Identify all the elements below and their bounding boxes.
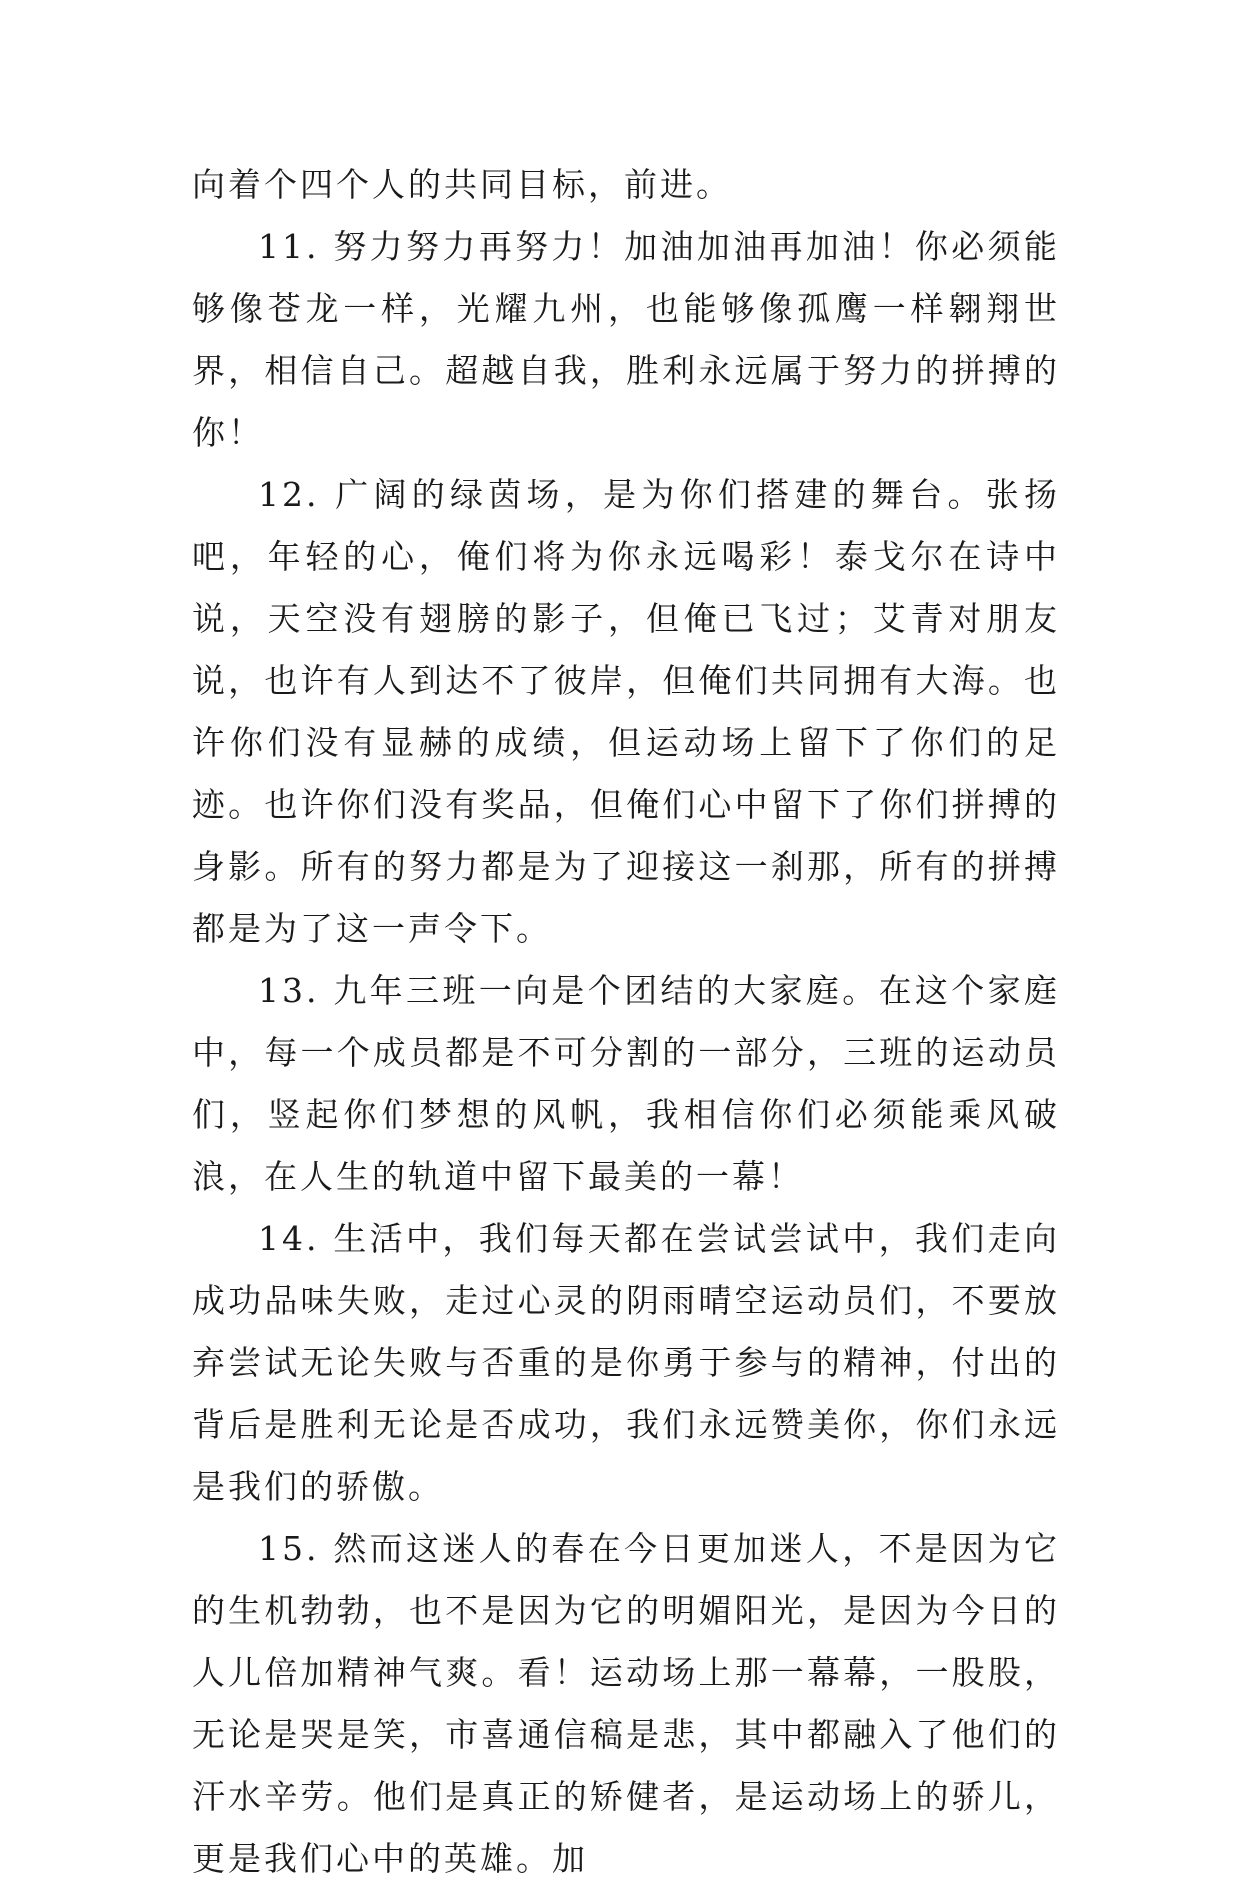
paragraph-11: 11. 努力努力再努力！加油加油再加油！你必须能够像苍龙一样，光耀九州，也能够像孤鹰一样翱翔世界，相信自己。超越自我，胜利永远属于努力的拼搏的你！	[192, 227, 1060, 452]
body-text	[192, 154, 1060, 1890]
paragraph-continuation: 向着个四个人的共同目标，前进。	[192, 165, 732, 204]
paragraph-15: 15. 然而这迷人的春在今日更加迷人，不是因为它的生机勃勃，也不是因为它的明媚阳光，是因为今日的人儿倍加精神气爽。看！运动场上那一幕幕，一股股，无论是哭是笑，市喜通信稿是悲，其中都融入了他们的汗水辛劳。他们是真正的矫健者，是运动场上的骄儿，更是我们心中的英雄。加	[192, 1529, 1060, 1878]
paragraph-14: 14. 生活中，我们每天都在尝试尝试中，我们走向成功品味失败，走过心灵的阴雨晴空运动员们，不要放弃尝试无论失败与否重的是你勇于参与的精神，付出的背后是胜利无论是否成功，我们永远赞美你，你们永远是我们的骄傲。	[192, 1219, 1060, 1506]
paragraph-12: 12. 广阔的绿茵场，是为你们搭建的舞台。张扬吧，年轻的心，俺们将为你永远喝彩！泰戈尔在诗中说，天空没有翅膀的影子，但俺已飞过；艾青对朋友说，也许有人到达不了彼岸，但俺们共同拥有大海。也许你们没有显赫的成绩，但运动场上留下了你们的足迹。也许你们没有奖品，但俺们心中留下了你们拼搏的身影。所有的努力都是为了迎接这一刹那，所有的拼搏都是为了这一声令下。	[192, 475, 1060, 948]
paragraph-13: 13. 九年三班一向是个团结的大家庭。在这个家庭中，每一个成员都是不可分割的一部分，三班的运动员们，竖起你们梦想的风帆，我相信你们必须能乘风破浪，在人生的轨道中留下最美的一幕！	[192, 971, 1060, 1196]
